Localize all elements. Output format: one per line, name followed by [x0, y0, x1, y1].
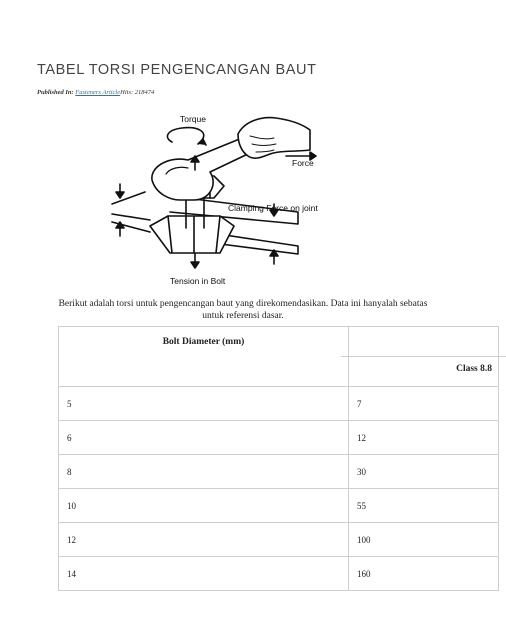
header-bolt-diameter: Bolt Diameter (mm) — [59, 327, 349, 387]
class-header-top — [341, 332, 506, 357]
clamping-label: Clamping Force on joint — [228, 203, 318, 213]
header-class — [349, 327, 499, 387]
force-label: Force — [292, 158, 314, 168]
diameter-cell: 14 — [59, 557, 349, 591]
diameter-cell: 6 — [59, 421, 349, 455]
table-row — [59, 557, 499, 591]
hits-count: Hits: 218474 — [120, 89, 155, 96]
table-row — [59, 421, 499, 455]
category-link[interactable]: Fasteners Article — [75, 89, 121, 96]
torque-arrow — [167, 128, 203, 142]
torque-cell: 100 — [349, 523, 499, 557]
torque-cell: 160 — [349, 557, 499, 591]
torque-cell: 30 — [349, 455, 499, 489]
article-meta — [37, 89, 154, 96]
table-row — [59, 523, 499, 557]
diameter-cell: 12 — [59, 523, 349, 557]
wrench — [152, 138, 252, 200]
torque-cell: 7 — [349, 387, 499, 421]
table-row — [59, 387, 499, 421]
table-row — [59, 489, 499, 523]
tension-label: Tension in Bolt — [170, 276, 226, 286]
bolt-head — [150, 216, 234, 253]
diameter-cell: 10 — [59, 489, 349, 523]
header-class-label: Class 8.8 — [456, 364, 492, 374]
diameter-cell: 5 — [59, 387, 349, 421]
torque-label: Torque — [180, 114, 206, 124]
diameter-cell: 8 — [59, 455, 349, 489]
torque-table — [58, 326, 499, 591]
bolt-torque-diagram — [110, 108, 318, 293]
intro-text: Berikut adalah torsi untuk pengencangan baut yang direkomendasikan. Data ini hanyalah sebatas untuk referensi dasar. — [58, 299, 428, 321]
published-in-label: Published In: — [37, 89, 74, 96]
torque-cell: 55 — [349, 489, 499, 523]
table-row — [59, 455, 499, 489]
torque-cell: 12 — [349, 421, 499, 455]
page-title: TABEL TORSI PENGENCANGAN BAUT — [37, 62, 317, 78]
